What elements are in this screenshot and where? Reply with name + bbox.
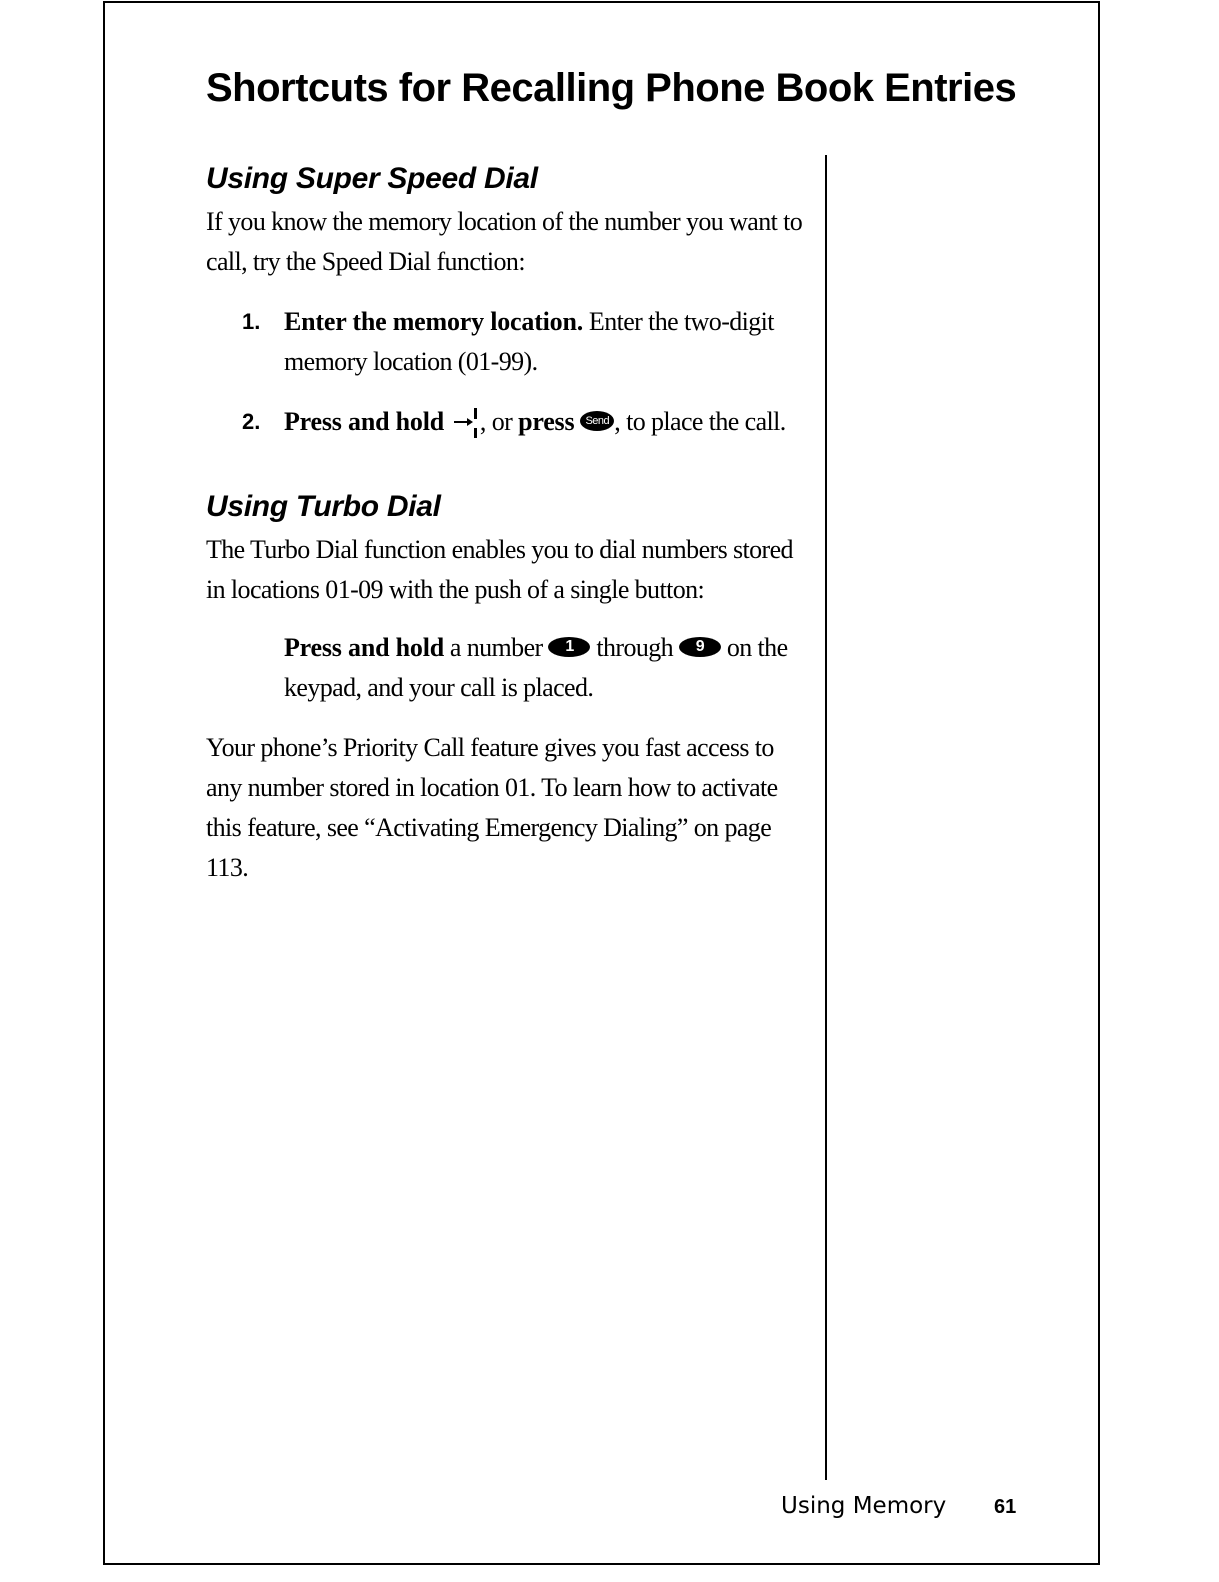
section-intro: If you know the memory location of the number you want to call, try the Speed Dial function: <box>206 207 803 276</box>
step-2 <box>206 402 806 442</box>
step-text: , or <box>479 407 519 436</box>
send-key-icon: Send <box>580 411 614 431</box>
step-number: 1. <box>242 309 261 334</box>
margin-rule <box>825 155 827 1480</box>
instruction-text: through <box>590 633 679 663</box>
footer-page-number: 61 <box>994 1496 1017 1518</box>
page-title: Shortcuts for Recalling Phone Book Entries <box>206 66 1017 110</box>
step-bold-text: Enter the memory location. <box>284 307 584 336</box>
step-1 <box>206 302 806 382</box>
footer-section-label: Using Memory <box>781 1493 947 1519</box>
instruction-bold-text: Press and hold <box>284 633 444 663</box>
step-number: 2. <box>242 409 261 434</box>
section-heading-turbo-dial: Using Turbo Dial <box>206 490 441 524</box>
key-9-icon: 9 <box>679 637 721 657</box>
step-text: , to place the call. <box>614 407 786 436</box>
step-text: Enter the two-digit memory location (01-99). <box>284 307 774 376</box>
key-1-icon: 1 <box>548 637 590 657</box>
instruction-text: on the keypad, and your call is placed. <box>284 633 788 703</box>
step-bold-text: Press and hold <box>284 407 444 436</box>
turbo-instruction <box>206 628 806 708</box>
priority-call-note: Your phone’s Priority Call feature gives you fast access to any number stored in location 01. To learn how to activate this feature, see “Activating Emergency Dialing” on page 113. <box>206 733 778 883</box>
section-heading-super-speed-dial: Using Super Speed Dial <box>206 162 538 195</box>
section-intro: The Turbo Dial function enables you to dial numbers stored in locations 01-09 with the push of a single button: <box>206 535 793 605</box>
power-key-icon <box>450 404 480 440</box>
instruction-text: a number <box>444 633 549 663</box>
step-bold-text: press <box>518 407 575 436</box>
main-content <box>206 162 806 888</box>
